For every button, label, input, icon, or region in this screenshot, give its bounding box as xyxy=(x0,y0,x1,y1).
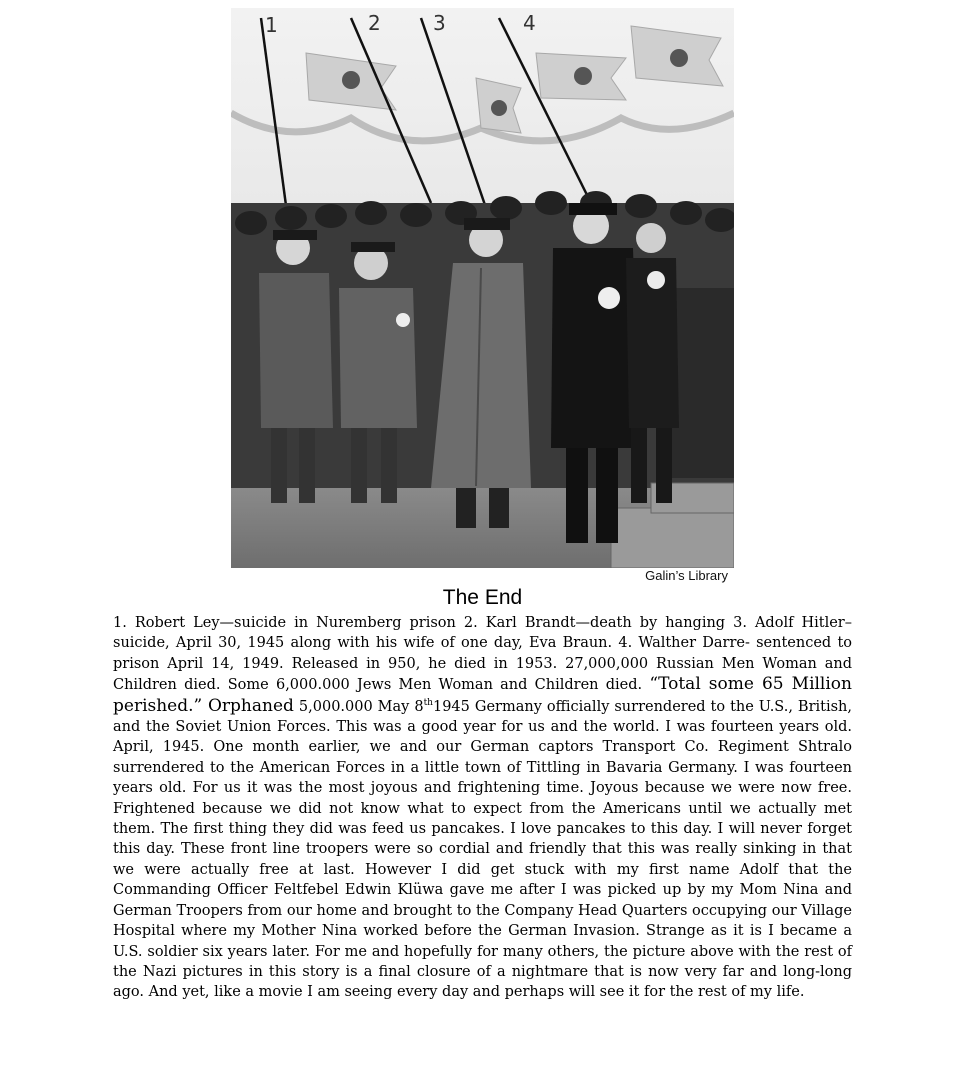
marker-1: 1 xyxy=(265,13,278,37)
marker-4: 4 xyxy=(523,11,536,35)
body-paragraph xyxy=(113,613,852,1003)
photo-credit: Galin’s Library xyxy=(645,568,728,583)
page-title: The End xyxy=(442,586,523,609)
ordinal-suffix: th xyxy=(423,697,433,708)
body-text-quote: “Total some 65 Million perished.” Orphaned xyxy=(113,674,852,716)
marker-2: 2 xyxy=(368,11,381,35)
marker-3: 3 xyxy=(433,11,446,35)
historical-photo xyxy=(231,8,734,568)
body-text-part-1: 1. Robert Ley—suicide in Nuremberg prison 2. Karl Brandt—death by hanging 3. Adolf Hitler–suicide, April 30, 1945 along with his wife of one day, Eva Braun. 4. Walther Darre- sentenced to prison April 14, 1949. Released in 950, he died in 1953. 27,000,000 Russian Men Woman and Children died. Some 6,000.000 Jews Men Woman and Children died. xyxy=(113,615,852,694)
body-text-part-3: 1945 Germany officially surrendered to the U.S., British, and the Soviet Union Forces. This was a good year for us and the world. I was fourteen years old. April, 1945. One month earlier, we and our German captors Transport Co. Regiment Shtralo surrendered to the American Forces in a little town of Tittling in Bavaria Germany. I was fourteen years old. For us it was the most joyous and frightening time. Joyous because we were now free. Frightened because we did not know what to expect from the Americans until we actually met them. The first thing they did was feed us pancakes. I love pancakes to this day. I will never forget this day. These front line troopers were so cordial and friendly that this was really sinking in that we were actually free at last. However I did get stuck with my first name Adolf that the Commanding Officer Feltfebel Edwin Klüwa gave me after I was picked up by my Mom Nina and German Troopers from our home and brought to the Company Head Quarters occupying our Village Hospital where my Mother Nina worked before the German Invasion. Strange as it is I became a U.S. soldier six years later. For me and hopefully for many others, the picture above with the rest of the Nazi pictures in this story is a final closure of a nightmare that is now very far and long-long ago. And yet, like a movie I am seeing every day and perhaps will see it for the rest of my life. xyxy=(113,698,852,1001)
photo-illustration xyxy=(231,8,734,568)
body-text-part-2: 5,000.000 May 8 xyxy=(298,698,424,715)
